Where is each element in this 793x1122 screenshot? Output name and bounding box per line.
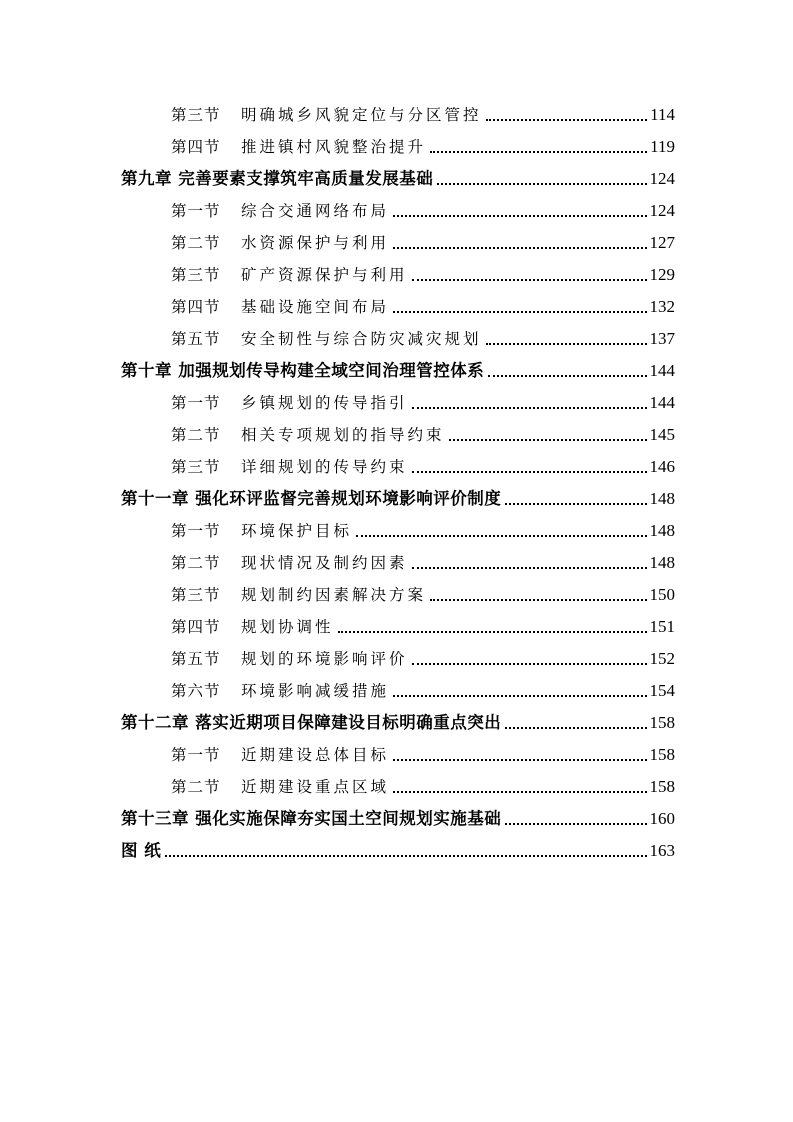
dot-leader [393, 246, 646, 249]
page-number: 124 [649, 201, 675, 220]
page-number: 144 [649, 393, 675, 412]
section-number: 第三节 [171, 106, 221, 124]
dot-leader [430, 150, 647, 153]
section-number: 第四节 [171, 298, 221, 316]
toc-chapter-row[interactable] [121, 706, 675, 738]
section-number: 第二节 [171, 554, 221, 572]
page-number: 146 [649, 457, 675, 476]
chapter-title: 图 纸 [121, 841, 162, 860]
section-title: 现状情况及制约因素 [241, 554, 408, 572]
toc-section-row[interactable] [171, 450, 675, 482]
dot-leader [412, 566, 647, 569]
toc-section-row[interactable] [171, 258, 675, 290]
section-number: 第五节 [171, 650, 221, 668]
page-number: 129 [649, 265, 675, 284]
toc-chapter-row[interactable] [121, 162, 675, 194]
page-number: 144 [649, 361, 675, 380]
toc-section-row[interactable] [171, 130, 675, 162]
toc-chapter-row[interactable] [121, 354, 675, 386]
page-number: 152 [649, 649, 675, 668]
chapter-title: 第十二章 落实近期项目保障建设目标明确重点突出 [121, 713, 502, 732]
dot-leader [412, 406, 647, 409]
section-title: 详细规划的传导约束 [241, 458, 408, 476]
toc-section-row[interactable] [171, 546, 675, 578]
toc-chapter-row[interactable] [121, 802, 675, 834]
toc-section-row[interactable] [171, 418, 675, 450]
chapter-title: 第十三章 强化实施保障夯实国土空间规划实施基础 [121, 809, 502, 828]
toc-section-row[interactable] [171, 610, 675, 642]
section-number: 第三节 [171, 266, 221, 284]
page-number: 127 [649, 233, 675, 252]
toc-section-row[interactable] [171, 674, 675, 706]
toc-chapter-row[interactable] [121, 482, 675, 514]
section-title: 规划协调性 [241, 618, 334, 636]
page-number: 151 [649, 617, 675, 636]
section-title: 规划制约因素解决方案 [241, 586, 427, 604]
page-number: 158 [649, 713, 675, 732]
section-title: 安全韧性与综合防灾减灾规划 [241, 330, 482, 348]
section-title: 近期建设重点区域 [241, 778, 390, 796]
section-number: 第二节 [171, 778, 221, 796]
toc-section-row[interactable] [171, 322, 675, 354]
dot-leader [412, 470, 647, 473]
toc-section-row[interactable] [171, 98, 675, 130]
section-title: 规划的环境影响评价 [241, 650, 408, 668]
page-number: 148 [649, 553, 675, 572]
section-number: 第一节 [171, 522, 221, 540]
dot-leader [338, 630, 647, 633]
section-number: 第二节 [171, 426, 221, 444]
dot-leader [412, 662, 647, 665]
section-title: 环境影响减缓措施 [241, 682, 390, 700]
section-title: 水资源保护与利用 [241, 234, 390, 252]
toc-chapter-row[interactable] [121, 834, 675, 866]
dot-leader [393, 310, 646, 313]
dot-leader [437, 182, 646, 185]
dot-leader [356, 534, 646, 537]
section-number: 第三节 [171, 458, 221, 476]
section-title: 近期建设总体目标 [241, 746, 390, 764]
dot-leader [430, 598, 646, 601]
section-number: 第五节 [171, 330, 221, 348]
chapter-title: 第十章 加强规划传导构建全域空间治理管控体系 [121, 361, 485, 380]
dot-leader [393, 214, 646, 217]
section-title: 综合交通网络布局 [241, 202, 390, 220]
page-number: 158 [649, 745, 675, 764]
page-number: 137 [649, 329, 675, 348]
section-title: 基础设施空间布局 [241, 298, 390, 316]
page-number: 150 [649, 585, 675, 604]
section-title: 推进镇村风貌整治提升 [241, 138, 427, 156]
page-number: 148 [649, 489, 675, 508]
toc-section-row[interactable] [171, 578, 675, 610]
dot-leader [488, 374, 646, 377]
page-number: 145 [649, 425, 675, 444]
toc-section-row[interactable] [171, 738, 675, 770]
section-title: 乡镇规划的传导指引 [241, 394, 408, 412]
dot-leader [393, 694, 646, 697]
page-number: 160 [649, 809, 675, 828]
page-number: 163 [649, 841, 675, 860]
dot-leader [486, 342, 647, 345]
toc-section-row[interactable] [171, 194, 675, 226]
section-title: 明确城乡风貌定位与分区管控 [241, 106, 482, 124]
section-number: 第三节 [171, 586, 221, 604]
page-number: 158 [649, 777, 675, 796]
chapter-title: 第十一章 强化环评监督完善规划环境影响评价制度 [121, 489, 502, 508]
toc-section-row[interactable] [171, 386, 675, 418]
page-number: 114 [650, 105, 675, 124]
page-number: 154 [649, 681, 675, 700]
dot-leader [449, 438, 647, 441]
toc-section-row[interactable] [171, 770, 675, 802]
dot-leader [505, 502, 646, 505]
section-number: 第一节 [171, 202, 221, 220]
section-number: 第二节 [171, 234, 221, 252]
section-number: 第四节 [171, 618, 221, 636]
section-title: 相关专项规划的指导约束 [241, 426, 445, 444]
section-number: 第一节 [171, 394, 221, 412]
dot-leader [393, 758, 646, 761]
section-title: 环境保护目标 [241, 522, 353, 540]
dot-leader [505, 822, 646, 825]
dot-leader [393, 790, 646, 793]
section-title: 矿产资源保护与利用 [241, 266, 408, 284]
page-number: 132 [649, 297, 675, 316]
dot-leader [486, 118, 648, 121]
toc-section-row[interactable] [171, 514, 675, 546]
section-number: 第四节 [171, 138, 221, 156]
page-number: 124 [649, 169, 675, 188]
dot-leader [165, 854, 646, 857]
dot-leader [505, 726, 646, 729]
chapter-title: 第九章 完善要素支撑筑牢高质量发展基础 [121, 169, 434, 188]
section-number: 第六节 [171, 682, 221, 700]
toc-section-row[interactable] [171, 642, 675, 674]
section-number: 第一节 [171, 746, 221, 764]
toc-section-row[interactable] [171, 290, 675, 322]
page-number: 119 [650, 137, 675, 156]
dot-leader [412, 278, 647, 281]
page-number: 148 [649, 521, 675, 540]
toc-section-row[interactable] [171, 226, 675, 258]
